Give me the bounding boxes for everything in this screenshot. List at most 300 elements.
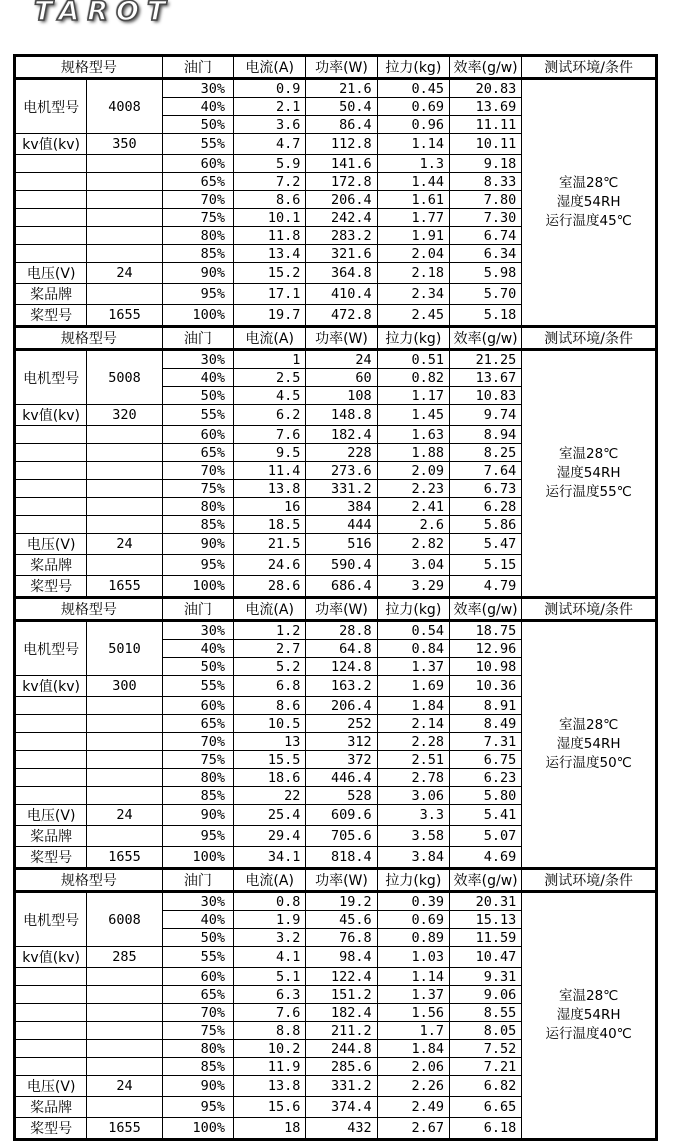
efficiency-cell: 8.55 [449,1004,521,1022]
prop-model-label: 桨型号 [15,576,87,598]
empty-value-cell [87,426,162,444]
empty-value-cell [87,227,162,245]
current-cell: 7.6 [234,1004,306,1022]
power-header: 功率(W) [306,327,377,350]
empty-value-cell [87,516,162,534]
motor-model-value: 4008 [87,79,162,134]
thrust-header: 拉力(kg) [377,327,449,350]
throttle-cell: 60% [162,968,233,986]
current-cell: 0.8 [234,892,306,911]
current-cell: 21.5 [234,534,306,555]
power-cell: 211.2 [306,1022,377,1040]
environment-cell [522,79,657,327]
current-header: 电流(A) [234,598,306,621]
empty-label-cell [15,751,87,769]
current-cell: 1.2 [234,621,306,640]
motor-model-value: 5008 [87,350,162,405]
power-cell: 172.8 [306,173,377,191]
current-cell: 9.5 [234,444,306,462]
efficiency-cell: 7.31 [449,733,521,751]
current-cell: 15.5 [234,751,306,769]
thrust-cell: 2.67 [377,1118,449,1140]
current-cell: 7.6 [234,426,306,444]
current-cell: 13.4 [234,245,306,263]
throttle-cell: 85% [162,1058,233,1076]
spec-model-header: 规格型号 [15,869,163,892]
power-header: 功率(W) [306,56,377,79]
throttle-cell: 65% [162,444,233,462]
power-cell: 228 [306,444,377,462]
thrust-cell: 0.39 [377,892,449,911]
power-cell: 76.8 [306,929,377,947]
data-row [15,621,657,640]
throttle-cell: 80% [162,498,233,516]
current-cell: 16 [234,498,306,516]
efficiency-cell: 8.91 [449,697,521,715]
throttle-cell: 55% [162,405,233,426]
power-cell: 516 [306,534,377,555]
empty-label-cell [15,426,87,444]
power-cell: 108 [306,387,377,405]
motor-spec-table [13,596,658,870]
brand-logo: TAROT [34,0,174,27]
power-cell: 206.4 [306,191,377,209]
current-cell: 13.8 [234,480,306,498]
current-cell: 8.8 [234,1022,306,1040]
empty-label-cell [15,245,87,263]
motor-model-value: 5010 [87,621,162,676]
power-cell: 331.2 [306,480,377,498]
environment-header: 测试环境/条件 [522,598,657,621]
spec-tables [13,54,658,1141]
power-cell: 24 [306,350,377,369]
environment-line: 室温28℃ [558,717,619,733]
empty-label-cell [15,697,87,715]
power-cell: 686.4 [306,576,377,598]
environment-line: 运行温度55℃ [545,484,632,500]
current-cell: 18.5 [234,516,306,534]
throttle-cell: 100% [162,1118,233,1140]
efficiency-cell: 9.31 [449,968,521,986]
current-cell: 19.7 [234,305,306,327]
throttle-cell: 60% [162,426,233,444]
empty-label-cell [15,986,87,1004]
current-cell: 2.7 [234,640,306,658]
power-cell: 372 [306,751,377,769]
power-cell: 410.4 [306,284,377,305]
current-cell: 10.2 [234,1040,306,1058]
empty-value-cell [87,462,162,480]
current-cell: 13 [234,733,306,751]
thrust-cell: 2.51 [377,751,449,769]
thrust-cell: 1.63 [377,426,449,444]
efficiency-cell: 6.34 [449,245,521,263]
throttle-header: 油门 [162,56,233,79]
throttle-cell: 55% [162,676,233,697]
spec-model-header: 规格型号 [15,598,163,621]
efficiency-cell: 6.28 [449,498,521,516]
environment-line: 室温28℃ [558,446,619,462]
motor-spec-table [13,325,658,599]
throttle-header: 油门 [162,869,233,892]
throttle-cell: 90% [162,805,233,826]
efficiency-cell: 5.18 [449,305,521,327]
kv-label: kv值(kv) [15,676,87,697]
throttle-cell: 50% [162,387,233,405]
thrust-header: 拉力(kg) [377,869,449,892]
environment-header: 测试环境/条件 [522,869,657,892]
throttle-cell: 50% [162,929,233,947]
power-cell: 148.8 [306,405,377,426]
efficiency-cell: 6.75 [449,751,521,769]
efficiency-cell: 5.98 [449,263,521,284]
current-cell: 6.8 [234,676,306,697]
efficiency-cell: 13.67 [449,369,521,387]
kv-label: kv值(kv) [15,947,87,968]
power-cell: 28.8 [306,621,377,640]
empty-value-cell [87,715,162,733]
thrust-header: 拉力(kg) [377,56,449,79]
empty-value-cell [87,209,162,227]
power-cell: 528 [306,787,377,805]
efficiency-cell: 8.33 [449,173,521,191]
throttle-cell: 75% [162,209,233,227]
prop-brand-label: 桨品牌 [15,826,87,847]
power-cell: 590.4 [306,555,377,576]
prop-model-value: 1655 [87,576,162,598]
empty-label-cell [15,173,87,191]
power-cell: 60 [306,369,377,387]
empty-label-cell [15,227,87,245]
thrust-cell: 1.69 [377,676,449,697]
kv-value: 320 [87,405,162,426]
efficiency-cell: 6.18 [449,1118,521,1140]
efficiency-cell: 5.47 [449,534,521,555]
kv-label: kv值(kv) [15,134,87,155]
throttle-header: 油门 [162,327,233,350]
thrust-cell: 2.06 [377,1058,449,1076]
empty-value-cell [87,697,162,715]
empty-value-cell [87,480,162,498]
power-cell: 444 [306,516,377,534]
thrust-cell: 1.56 [377,1004,449,1022]
thrust-cell: 1.45 [377,405,449,426]
empty-value-cell [87,986,162,1004]
spec-model-header: 规格型号 [15,327,163,350]
empty-value-cell [87,1058,162,1076]
empty-value-cell [87,1004,162,1022]
power-cell: 64.8 [306,640,377,658]
efficiency-cell: 5.80 [449,787,521,805]
throttle-cell: 40% [162,369,233,387]
efficiency-header: 效率(g/w) [449,869,521,892]
throttle-cell: 85% [162,787,233,805]
current-cell: 11.4 [234,462,306,480]
prop-brand-value [87,1097,162,1118]
prop-brand-label: 桨品牌 [15,555,87,576]
voltage-value: 24 [87,263,162,284]
current-cell: 25.4 [234,805,306,826]
efficiency-cell: 8.94 [449,426,521,444]
power-cell: 244.8 [306,1040,377,1058]
thrust-cell: 1.84 [377,697,449,715]
empty-value-cell [87,245,162,263]
current-cell: 29.4 [234,826,306,847]
thrust-cell: 1.14 [377,968,449,986]
thrust-cell: 1.84 [377,1040,449,1058]
empty-value-cell [87,1022,162,1040]
power-cell: 206.4 [306,697,377,715]
efficiency-cell: 6.65 [449,1097,521,1118]
efficiency-cell: 7.21 [449,1058,521,1076]
current-cell: 18.6 [234,769,306,787]
empty-value-cell [87,155,162,173]
empty-label-cell [15,715,87,733]
thrust-cell: 2.6 [377,516,449,534]
prop-brand-label: 桨品牌 [15,284,87,305]
environment-header: 测试环境/条件 [522,56,657,79]
thrust-cell: 2.45 [377,305,449,327]
throttle-cell: 60% [162,697,233,715]
efficiency-cell: 7.30 [449,209,521,227]
empty-label-cell [15,787,87,805]
current-cell: 2.1 [234,98,306,116]
efficiency-cell: 6.23 [449,769,521,787]
thrust-cell: 1.14 [377,134,449,155]
throttle-cell: 80% [162,769,233,787]
thrust-cell: 2.09 [377,462,449,480]
current-cell: 18 [234,1118,306,1140]
efficiency-cell: 9.06 [449,986,521,1004]
efficiency-cell: 11.11 [449,116,521,134]
prop-brand-value [87,284,162,305]
power-cell: 364.8 [306,263,377,284]
power-header: 功率(W) [306,598,377,621]
throttle-cell: 95% [162,826,233,847]
current-cell: 1 [234,350,306,369]
current-cell: 10.5 [234,715,306,733]
environment-header: 测试环境/条件 [522,327,657,350]
empty-value-cell [87,191,162,209]
prop-brand-label: 桨品牌 [15,1097,87,1118]
throttle-cell: 40% [162,911,233,929]
thrust-cell: 2.18 [377,263,449,284]
data-row [15,79,657,98]
empty-value-cell [87,751,162,769]
power-header: 功率(W) [306,869,377,892]
table-header-row [15,327,657,350]
current-cell: 8.6 [234,697,306,715]
thrust-header: 拉力(kg) [377,598,449,621]
empty-label-cell [15,1040,87,1058]
efficiency-cell: 7.80 [449,191,521,209]
efficiency-cell: 20.31 [449,892,521,911]
power-cell: 374.4 [306,1097,377,1118]
throttle-cell: 50% [162,658,233,676]
current-cell: 3.6 [234,116,306,134]
current-cell: 4.7 [234,134,306,155]
thrust-cell: 3.04 [377,555,449,576]
thrust-cell: 1.77 [377,209,449,227]
current-cell: 5.2 [234,658,306,676]
throttle-cell: 70% [162,1004,233,1022]
voltage-label: 电压(V) [15,263,87,284]
throttle-cell: 90% [162,263,233,284]
efficiency-cell: 10.11 [449,134,521,155]
throttle-cell: 75% [162,1022,233,1040]
voltage-label: 电压(V) [15,805,87,826]
power-cell: 98.4 [306,947,377,968]
thrust-cell: 2.82 [377,534,449,555]
efficiency-cell: 4.79 [449,576,521,598]
efficiency-cell: 21.25 [449,350,521,369]
thrust-cell: 0.89 [377,929,449,947]
power-cell: 151.2 [306,986,377,1004]
thrust-cell: 2.28 [377,733,449,751]
prop-brand-value [87,555,162,576]
empty-label-cell [15,498,87,516]
empty-label-cell [15,1022,87,1040]
prop-model-value: 1655 [87,847,162,869]
kv-label: kv值(kv) [15,405,87,426]
empty-label-cell [15,516,87,534]
thrust-cell: 0.51 [377,350,449,369]
current-cell: 6.3 [234,986,306,1004]
prop-brand-value [87,826,162,847]
empty-label-cell [15,1004,87,1022]
throttle-cell: 30% [162,79,233,98]
throttle-cell: 30% [162,621,233,640]
empty-label-cell [15,733,87,751]
efficiency-cell: 8.49 [449,715,521,733]
efficiency-cell: 10.47 [449,947,521,968]
throttle-cell: 90% [162,1076,233,1097]
table-header-row [15,869,657,892]
current-cell: 4.1 [234,947,306,968]
throttle-cell: 100% [162,305,233,327]
throttle-cell: 75% [162,480,233,498]
empty-value-cell [87,1040,162,1058]
efficiency-cell: 5.70 [449,284,521,305]
thrust-cell: 2.23 [377,480,449,498]
thrust-cell: 0.54 [377,621,449,640]
power-cell: 273.6 [306,462,377,480]
data-row [15,350,657,369]
thrust-cell: 1.37 [377,986,449,1004]
environment-line: 运行温度40℃ [545,1026,632,1042]
efficiency-header: 效率(g/w) [449,56,521,79]
efficiency-cell: 9.74 [449,405,521,426]
efficiency-cell: 13.69 [449,98,521,116]
throttle-cell: 75% [162,751,233,769]
power-cell: 21.6 [306,79,377,98]
throttle-cell: 90% [162,534,233,555]
throttle-cell: 100% [162,847,233,869]
current-header: 电流(A) [234,869,306,892]
current-cell: 11.8 [234,227,306,245]
current-cell: 5.1 [234,968,306,986]
current-cell: 24.6 [234,555,306,576]
throttle-cell: 95% [162,284,233,305]
thrust-cell: 2.26 [377,1076,449,1097]
throttle-cell: 30% [162,350,233,369]
empty-label-cell [15,769,87,787]
power-cell: 446.4 [306,769,377,787]
thrust-cell: 0.69 [377,911,449,929]
throttle-cell: 40% [162,98,233,116]
efficiency-cell: 6.73 [449,480,521,498]
thrust-cell: 1.37 [377,658,449,676]
power-cell: 321.6 [306,245,377,263]
empty-label-cell [15,968,87,986]
empty-value-cell [87,733,162,751]
thrust-cell: 2.78 [377,769,449,787]
current-cell: 15.2 [234,263,306,284]
efficiency-cell: 18.75 [449,621,521,640]
thrust-cell: 0.69 [377,98,449,116]
power-cell: 45.6 [306,911,377,929]
throttle-cell: 65% [162,173,233,191]
current-cell: 34.1 [234,847,306,869]
table-header-row [15,56,657,79]
thrust-cell: 1.44 [377,173,449,191]
power-cell: 182.4 [306,426,377,444]
current-cell: 28.6 [234,576,306,598]
empty-label-cell [15,209,87,227]
environment-cell [522,892,657,1140]
empty-value-cell [87,444,162,462]
throttle-cell: 85% [162,516,233,534]
power-cell: 242.4 [306,209,377,227]
voltage-value: 24 [87,1076,162,1097]
efficiency-cell: 6.82 [449,1076,521,1097]
power-cell: 609.6 [306,805,377,826]
throttle-cell: 80% [162,227,233,245]
efficiency-cell: 10.98 [449,658,521,676]
thrust-cell: 2.14 [377,715,449,733]
throttle-cell: 30% [162,892,233,911]
efficiency-header: 效率(g/w) [449,598,521,621]
voltage-label: 电压(V) [15,534,87,555]
efficiency-cell: 9.18 [449,155,521,173]
efficiency-cell: 7.64 [449,462,521,480]
power-cell: 384 [306,498,377,516]
prop-model-label: 桨型号 [15,1118,87,1140]
motor-model-label: 电机型号 [15,892,87,947]
empty-label-cell [15,191,87,209]
current-cell: 11.9 [234,1058,306,1076]
throttle-cell: 95% [162,555,233,576]
efficiency-cell: 8.25 [449,444,521,462]
thrust-cell: 1.17 [377,387,449,405]
environment-cell [522,350,657,598]
current-cell: 3.2 [234,929,306,947]
motor-model-label: 电机型号 [15,621,87,676]
current-cell: 5.9 [234,155,306,173]
efficiency-cell: 6.74 [449,227,521,245]
efficiency-cell: 5.86 [449,516,521,534]
current-header: 电流(A) [234,327,306,350]
current-cell: 1.9 [234,911,306,929]
power-cell: 122.4 [306,968,377,986]
efficiency-cell: 4.69 [449,847,521,869]
current-cell: 8.6 [234,191,306,209]
prop-model-label: 桨型号 [15,305,87,327]
throttle-cell: 80% [162,1040,233,1058]
empty-label-cell [15,462,87,480]
motor-spec-table [13,54,658,328]
power-cell: 818.4 [306,847,377,869]
